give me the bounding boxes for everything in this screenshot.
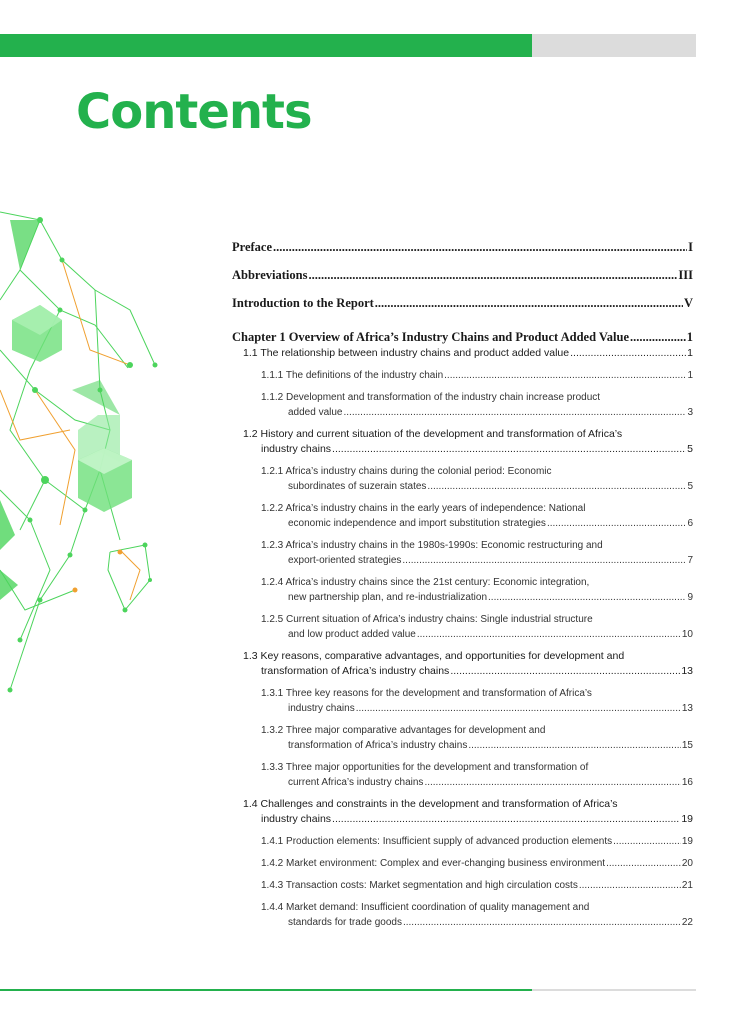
dot-leader: [332, 812, 680, 827]
toc-entry-title-continued: transformation of Africa’s industry chains: [288, 740, 468, 751]
toc-page-number: 16: [681, 777, 693, 788]
toc-subsection-1-2-5[interactable]: [261, 612, 693, 642]
toc-entry-title: 1.2.3 Africa’s industry chains in the 1980s-1990s: Economic restructuring and: [261, 540, 603, 551]
toc-subsection-1-1-1[interactable]: [261, 368, 693, 383]
toc-page-number: 20: [681, 858, 693, 869]
toc-page-number: 5: [687, 443, 693, 455]
toc-page-number: 10: [681, 629, 693, 640]
toc-entry-title-continued: industry chains: [261, 813, 332, 825]
toc-entry-title-continued: transformation of Africa’s industry chains: [261, 665, 450, 677]
toc-entry-title: Chapter 1 Overview of Africa’s Industry Chains and Product Added Value: [232, 330, 630, 344]
toc-page-number: 1: [687, 370, 693, 381]
dot-leader: [402, 553, 686, 568]
toc-entry-title: 1.4.3 Transaction costs: Market segmentation and high circulation costs: [261, 880, 578, 891]
toc-section-1-3[interactable]: [243, 649, 693, 679]
toc-subsection-1-3-2[interactable]: [261, 723, 693, 753]
toc-page-number: 13: [681, 665, 693, 677]
toc-entry-title: 1.3 Key reasons, comparative advantages, and opportunities for development and: [243, 650, 625, 662]
toc-page-number: 9: [687, 592, 693, 603]
header-accent-bar: [0, 34, 532, 57]
toc-page-number: 13: [681, 703, 693, 714]
dot-leader: [630, 328, 686, 346]
toc-entry-title: 1.3.2 Three major comparative advantages for development and: [261, 725, 546, 736]
toc-entry-title: Preface: [232, 240, 273, 254]
toc-entry-title: Introduction to the Report: [232, 296, 374, 310]
toc-section-1-2[interactable]: [243, 427, 693, 457]
toc-page-number: 15: [681, 740, 693, 751]
toc-entry-preface[interactable]: [232, 228, 693, 256]
toc-entry-title: 1.4.4 Market demand: Insufficient coordination of quality management and: [261, 902, 590, 913]
toc-entry-title: 1.4.2 Market environment: Complex and ever-changing business environment: [261, 858, 606, 869]
toc-entry-title: 1.4 Challenges and constraints in the development and transformation of Africa’s: [243, 798, 618, 810]
dot-leader: [273, 238, 687, 256]
toc-entry-title: Abbreviations: [232, 268, 308, 282]
dot-leader: [444, 368, 686, 383]
dot-leader: [468, 738, 681, 753]
toc-page-number: 21: [681, 880, 693, 891]
toc-entry-title: 1.2 History and current situation of the development and transformation of Africa’s: [243, 428, 623, 440]
toc-subsection-1-4-4[interactable]: [261, 900, 693, 930]
dot-leader: [488, 590, 686, 605]
toc-page-number: 7: [687, 555, 693, 566]
dot-leader: [570, 346, 686, 361]
toc-subsection-1-4-3[interactable]: [261, 878, 693, 893]
toc-entry-title: 1.4.1 Production elements: Insufficient supply of advanced production elements: [261, 836, 613, 847]
toc-entry-title-continued: economic independence and import substitution strategies: [288, 518, 546, 529]
toc-entry-title: 1.2.5 Current situation of Africa’s industry chains: Single industrial structure: [261, 614, 593, 625]
toc-subsection-1-4-1[interactable]: [261, 834, 693, 849]
toc-page-number: V: [683, 296, 693, 310]
network-illustration: [0, 190, 170, 700]
toc-page-number: 6: [687, 518, 693, 529]
toc-subsection-1-3-3[interactable]: [261, 760, 693, 790]
toc-page-number: 5: [687, 481, 693, 492]
toc-page-number: 19: [681, 813, 693, 825]
toc-entry-title-continued: new partnership plan, and re-industrialization: [288, 592, 488, 603]
toc-page-number: 1: [686, 330, 693, 344]
toc-entry-introduction[interactable]: [232, 284, 693, 312]
toc-subsection-1-2-2[interactable]: [261, 501, 693, 531]
toc-entry-title-continued: and low product added value: [288, 629, 416, 640]
toc-entry-title: 1.2.2 Africa’s industry chains in the early years of independence: National: [261, 503, 586, 514]
dot-leader: [403, 915, 681, 930]
header-gray-bar: [532, 34, 696, 57]
footer-gray-bar: [532, 989, 696, 991]
toc-entry-chapter-1[interactable]: [232, 312, 693, 346]
toc-page-number: 1: [687, 347, 693, 359]
dot-leader: [450, 664, 680, 679]
toc-section-1-4[interactable]: [243, 797, 693, 827]
dot-leader: [344, 405, 687, 420]
toc-page-number: 22: [681, 917, 693, 928]
network-lines: [0, 212, 155, 690]
toc-subsection-1-4-2[interactable]: [261, 856, 693, 871]
dot-leader: [547, 516, 687, 531]
toc-entry-title-continued: standards for trade goods: [288, 917, 402, 928]
toc-page-number: III: [678, 268, 693, 282]
dot-leader: [417, 627, 681, 642]
toc-entry-title: 1.2.1 Africa’s industry chains during the colonial period: Economic: [261, 466, 552, 477]
toc-subsection-1-2-3[interactable]: [261, 538, 693, 568]
toc-entry-title-continued: added value: [288, 407, 343, 418]
footer-accent-bar: [0, 989, 532, 991]
toc-page-number: 3: [687, 407, 693, 418]
page-title: Contents: [76, 84, 312, 140]
toc-entry-title: 1.3.1 Three key reasons for the development and transformation of Africa’s: [261, 688, 592, 699]
toc-entry-title-continued: industry chains: [288, 703, 355, 714]
toc-entry-abbreviations[interactable]: [232, 256, 693, 284]
network-shapes: [0, 220, 132, 600]
toc-page-number: I: [688, 240, 693, 254]
toc-entry-title: 1.1.1 The definitions of the industry chain: [261, 370, 444, 381]
toc-subsection-1-2-4[interactable]: [261, 575, 693, 605]
toc-subsection-1-3-1[interactable]: [261, 686, 693, 716]
dot-leader: [308, 266, 677, 284]
toc-entry-title-continued: industry chains: [261, 443, 332, 455]
dot-leader: [375, 294, 683, 312]
table-of-contents: [232, 228, 693, 937]
toc-entry-title-continued: export-oriented strategies: [288, 555, 402, 566]
dot-leader: [332, 442, 686, 457]
toc-entry-title: 1.1.2 Development and transformation of the industry chain increase product: [261, 392, 601, 403]
toc-subsection-1-1-2[interactable]: [261, 390, 693, 420]
dot-leader: [424, 775, 680, 790]
toc-section-1-1[interactable]: [243, 346, 693, 361]
toc-entry-title-continued: current Africa’s industry chains: [288, 777, 424, 788]
dot-leader: [606, 856, 681, 871]
toc-page-number: 19: [681, 836, 693, 847]
dot-leader: [613, 834, 681, 849]
toc-entry-title: 1.3.3 Three major opportunities for the development and transformation of: [261, 762, 589, 773]
toc-entry-title: 1.1 The relationship between industry chains and product added value: [243, 347, 570, 359]
dot-leader: [579, 878, 681, 893]
toc-entry-title: 1.2.4 Africa’s industry chains since the 21st century: Economic integration,: [261, 577, 590, 588]
toc-entry-title-continued: subordinates of suzerain states: [288, 481, 427, 492]
toc-subsection-1-2-1[interactable]: [261, 464, 693, 494]
dot-leader: [356, 701, 681, 716]
dot-leader: [427, 479, 686, 494]
